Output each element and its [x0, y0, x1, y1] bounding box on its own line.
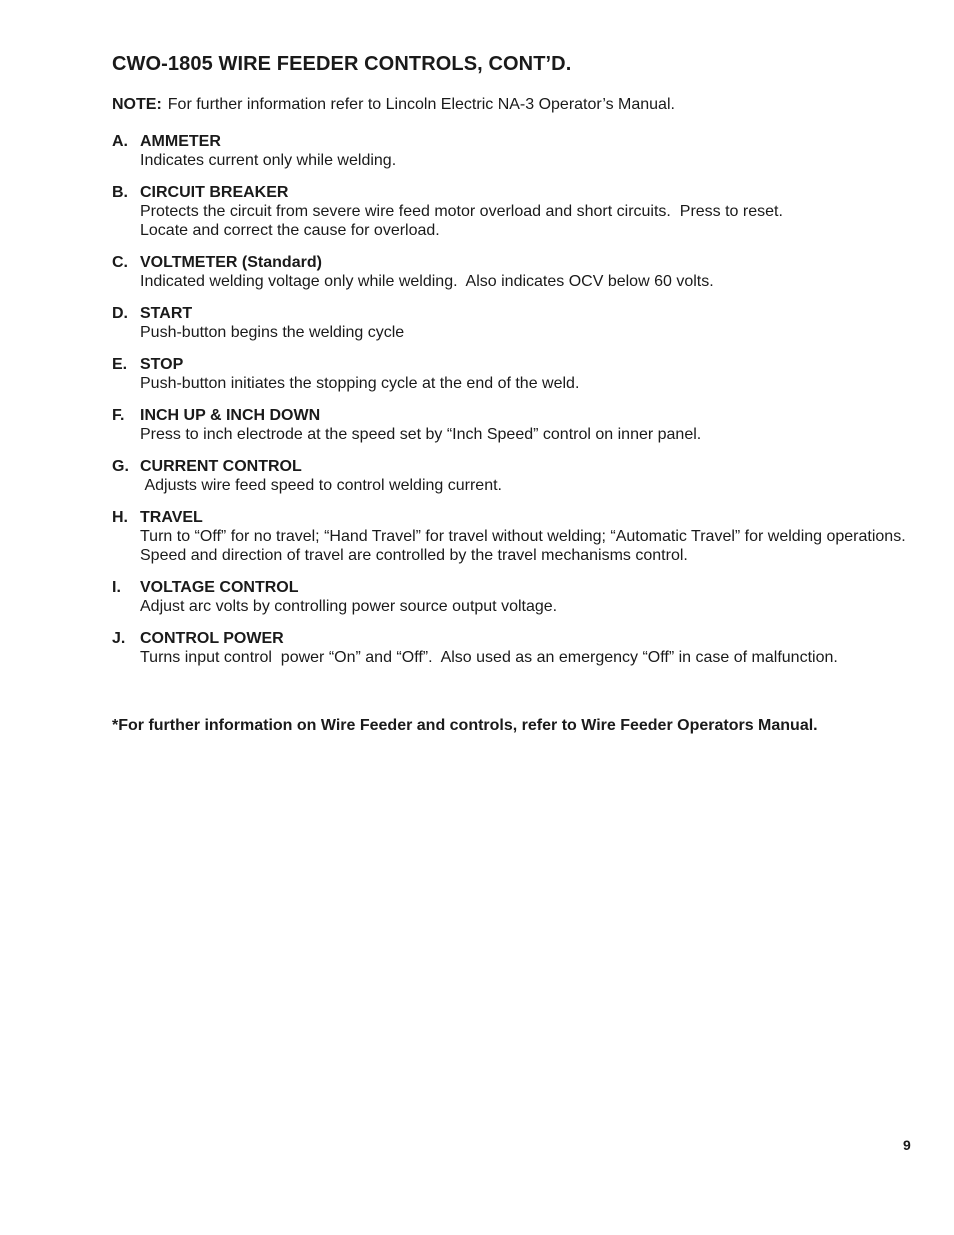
item-letter: J.	[112, 630, 126, 647]
list-item	[112, 132, 912, 170]
item-letter: C.	[112, 254, 128, 271]
item-heading: STOP	[140, 356, 184, 373]
item-body	[140, 578, 912, 616]
item-description: Turns input control power “On” and “Off”. Also used as an emergency “Off” in case of malfunction.	[140, 649, 838, 666]
item-description: Adjust arc volts by controlling power source output voltage.	[140, 598, 558, 615]
item-letter: A.	[112, 133, 128, 150]
list-item	[112, 355, 912, 393]
item-heading: VOLTMETER (Standard)	[140, 254, 322, 271]
page-title: CWO-1805 WIRE FEEDER CONTROLS, CONT’D.	[112, 53, 572, 75]
item-heading: AMMETER	[140, 133, 221, 150]
list-item	[112, 253, 912, 291]
controls-list	[112, 132, 915, 667]
item-description: Turn to “Off” for no travel; “Hand Travel” for travel without welding; “Automatic Travel” for welding operations. Speed and direction of travel are controlled by the travel mechanisms control.	[140, 528, 915, 564]
item-body	[140, 457, 912, 495]
list-item	[112, 304, 912, 342]
item-letter: B.	[112, 184, 128, 201]
item-body	[140, 304, 912, 342]
item-body	[140, 132, 912, 170]
item-heading: CIRCUIT BREAKER	[140, 184, 289, 201]
list-item	[112, 406, 912, 444]
page-number: 9	[903, 1137, 911, 1153]
item-letter: I.	[112, 579, 121, 596]
footer-note: *For further information on Wire Feeder and controls, refer to Wire Feeder Operators Manual.	[112, 717, 818, 734]
item-heading: INCH UP & INCH DOWN	[140, 407, 321, 424]
item-letter: D.	[112, 305, 128, 322]
list-item	[112, 629, 912, 667]
item-heading: CURRENT CONTROL	[140, 458, 302, 475]
item-heading: START	[140, 305, 193, 322]
item-description: Press to inch electrode at the speed set by “Inch Speed” control on inner panel.	[140, 426, 702, 443]
item-letter: E.	[112, 356, 128, 373]
item-body	[140, 253, 912, 291]
item-description: Protects the circuit from severe wire feed motor overload and short circuits. Press to reset. Locate and correct the cause for overload.	[140, 203, 783, 239]
item-body	[140, 629, 912, 667]
item-body	[140, 508, 915, 565]
item-description: Push-button begins the welding cycle	[140, 324, 405, 341]
list-item	[112, 183, 912, 240]
item-heading: CONTROL POWER	[140, 630, 284, 647]
item-description: Indicates current only while welding.	[140, 152, 397, 169]
item-description: Indicated welding voltage only while welding. Also indicates OCV below 60 volts.	[140, 273, 714, 290]
item-heading: TRAVEL	[140, 509, 203, 526]
item-letter: H.	[112, 509, 128, 526]
list-item	[112, 457, 912, 495]
note-paragraph	[112, 95, 912, 114]
item-description: Adjusts wire feed speed to control welding current.	[140, 477, 502, 494]
list-item	[112, 508, 915, 565]
item-heading: VOLTAGE CONTROL	[140, 579, 299, 596]
item-body	[140, 355, 912, 393]
item-description: Push-button initiates the stopping cycle at the end of the weld.	[140, 375, 580, 392]
item-letter: G.	[112, 458, 129, 475]
item-letter: F.	[112, 407, 125, 424]
item-body	[140, 183, 912, 240]
note-label: NOTE:	[112, 96, 162, 113]
document-page	[112, 50, 915, 680]
item-body	[140, 406, 912, 444]
list-item	[112, 578, 912, 616]
note-text: For further information refer to Lincoln Electric NA-3 Operator’s Manual.	[167, 96, 675, 113]
